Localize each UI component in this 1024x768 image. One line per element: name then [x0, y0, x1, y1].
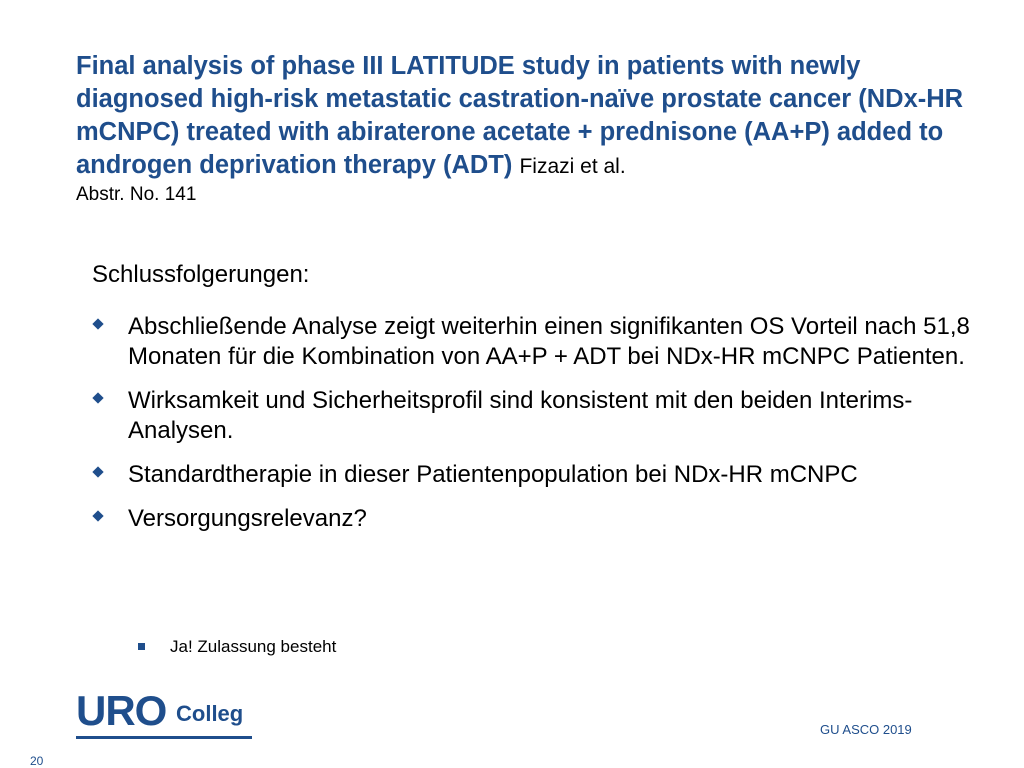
sub-bullet-item [138, 636, 336, 658]
abstract-number: Abstr. No. 141 [76, 184, 197, 205]
section-heading: Schlussfolgerungen: [92, 261, 310, 288]
bullet-text: Standardtherapie in dieser Patientenpopulation bei NDx-HR mCNPC [128, 461, 858, 488]
logo-colleg-text: Colleg [176, 701, 244, 726]
bullet-text: Wirksamkeit und Sicherheitsprofil sind konsistent mit den beiden Interims-Analysen. [128, 387, 913, 444]
bullet-text: Abschließende Analyse zeigt weiterhin einen signifikanten OS Vorteil nach 51,8 Monaten für die Kombination von AA+P + ADT bei NDx-HR mCNPC Patienten. [128, 313, 970, 370]
page-number: 20 [30, 754, 44, 768]
slide-title [76, 50, 976, 207]
square-bullet-icon [138, 643, 145, 650]
diamond-bullet-icon [92, 392, 103, 403]
bullet-item [92, 386, 972, 446]
uro-colleg-logo [76, 688, 256, 744]
sub-bullet-text: Ja! Zulassung besteht [170, 637, 337, 656]
bullet-text: Versorgungsrelevanz? [128, 505, 367, 532]
bullet-list [92, 312, 972, 548]
bullet-item [92, 460, 972, 490]
footer-conference: GU ASCO 2019 [820, 722, 912, 737]
title-text: Final analysis of phase III LATITUDE study in patients with newly diagnosed high-risk metastatic castration-naïve prostate cancer (NDx-HR mCNPC) treated with abiraterone acetate + prednisone (AA+P) added to androgen deprivation therapy (ADT) [76, 52, 964, 179]
diamond-bullet-icon [92, 466, 103, 477]
diamond-bullet-icon [92, 510, 103, 521]
bullet-item [92, 312, 972, 372]
logo-uro-text: URO [76, 687, 167, 734]
bullet-item [92, 504, 972, 534]
logo-underline [76, 736, 252, 739]
diamond-bullet-icon [92, 318, 103, 329]
citation: Fizazi et al. [519, 155, 626, 178]
